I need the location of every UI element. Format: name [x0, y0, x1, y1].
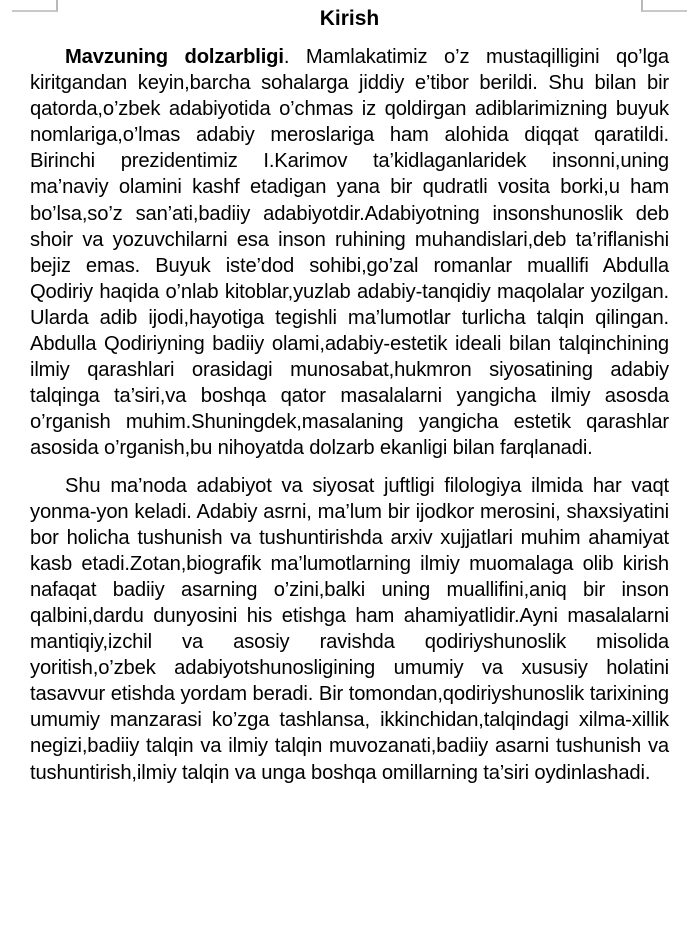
paragraph-1	[30, 44, 669, 462]
paragraph-1-body: . Mamlakatimiz o’z mustaqilligini qo’lga kiritgandan keyin,barcha sohalarga jiddiy e’tibor berildi. Shu bilan bir qatorda,o’zbek adabiyotida o’chmas iz qoldirgan adiblarimizning buyuk nomlariga,o’lmas adabiy meroslariga ham alohida diqqat qaratildi. Birinchi prezidentimiz I.Karimov ta’kidlaganlaridek insonni,uning ma’naviy olamini kashf etadigan yana bir qudratli vosita borki,u ham bo’lsa,so’z san’ati,badiiy adabiyotdir.Adabiyotning insonshunoslik deb shoir va yozuvchilarni esa inson ruhining muhandislari,deb ta’riflanishi bejiz emas. Buyuk iste’dod sohibi,go’zal romanlar muallifi Abdulla Qodiriy haqida o’nlab kitoblar,yuzlab adabiy-tanqidiy maqolalar yozilgan. Ularda adib ijodi,hayotiga tegishli ma’lumotlar turlicha talqin qilingan. Abdulla Qodiriyning badiiy olami,adabiy-estetik ideali bilan talqinchining ilmiy qarashlari orasidagi munosabat,hukmron siyosatining adabiy talqinga ta’siri,va boshqa qator masalalarni yangicha ilmiy asosda o’rganish muhim.Shuningdek,masalaning yangicha estetik qarashlar asosida o’rganish,bu nihoyatda dolzarb ekanligi bilan farqlanadi.	[30, 46, 669, 460]
paragraph-2-body: Shu ma’noda adabiyot va siyosat juftligi filologiya ilmida har vaqt yonma-yon keladi. Adabiy asrni, ma’lum bir ijodkor merosini, shaxsiyatini bor holicha tushunish va tushuntirishda arxiv xujjatlari muhim ahamiyat kasb etadi.Zotan,biografik ma’lumotlarning ilmiy muomalaga olib kirish nafaqat badiiy asarning o’zini,balki uning muallifini,aniq bir inson qalbini,dardu dunyosini his etishga ham ahamiyatlidir.Ayni masalalarni mantiqiy,izchil va asosiy ravishda qodiriyshunoslik misolida yoritish,o’zbek adabiyotshunosligining umumiy va xususiy holatini tasavvur etishda yordam beradi. Bir tomondan,qodiriyshunoslik tarixining umumiy manzarasi ko’zga tashlansa, ikkinchidan,talqindagi xilma-xillik negizi,badiiy talqin va ilmiy talqin muvozanati,badiiy asarni tushunish va tushuntirish,ilmiy talqin va unga boshqa omillarning ta’siri oydinlashadi.	[30, 474, 669, 784]
paragraph-2	[30, 473, 669, 786]
paragraph-1-lead-bold: Mavzuning dolzarbligi	[65, 46, 284, 68]
page-title: Kirish	[319, 7, 380, 30]
document-text-column	[30, 0, 669, 786]
